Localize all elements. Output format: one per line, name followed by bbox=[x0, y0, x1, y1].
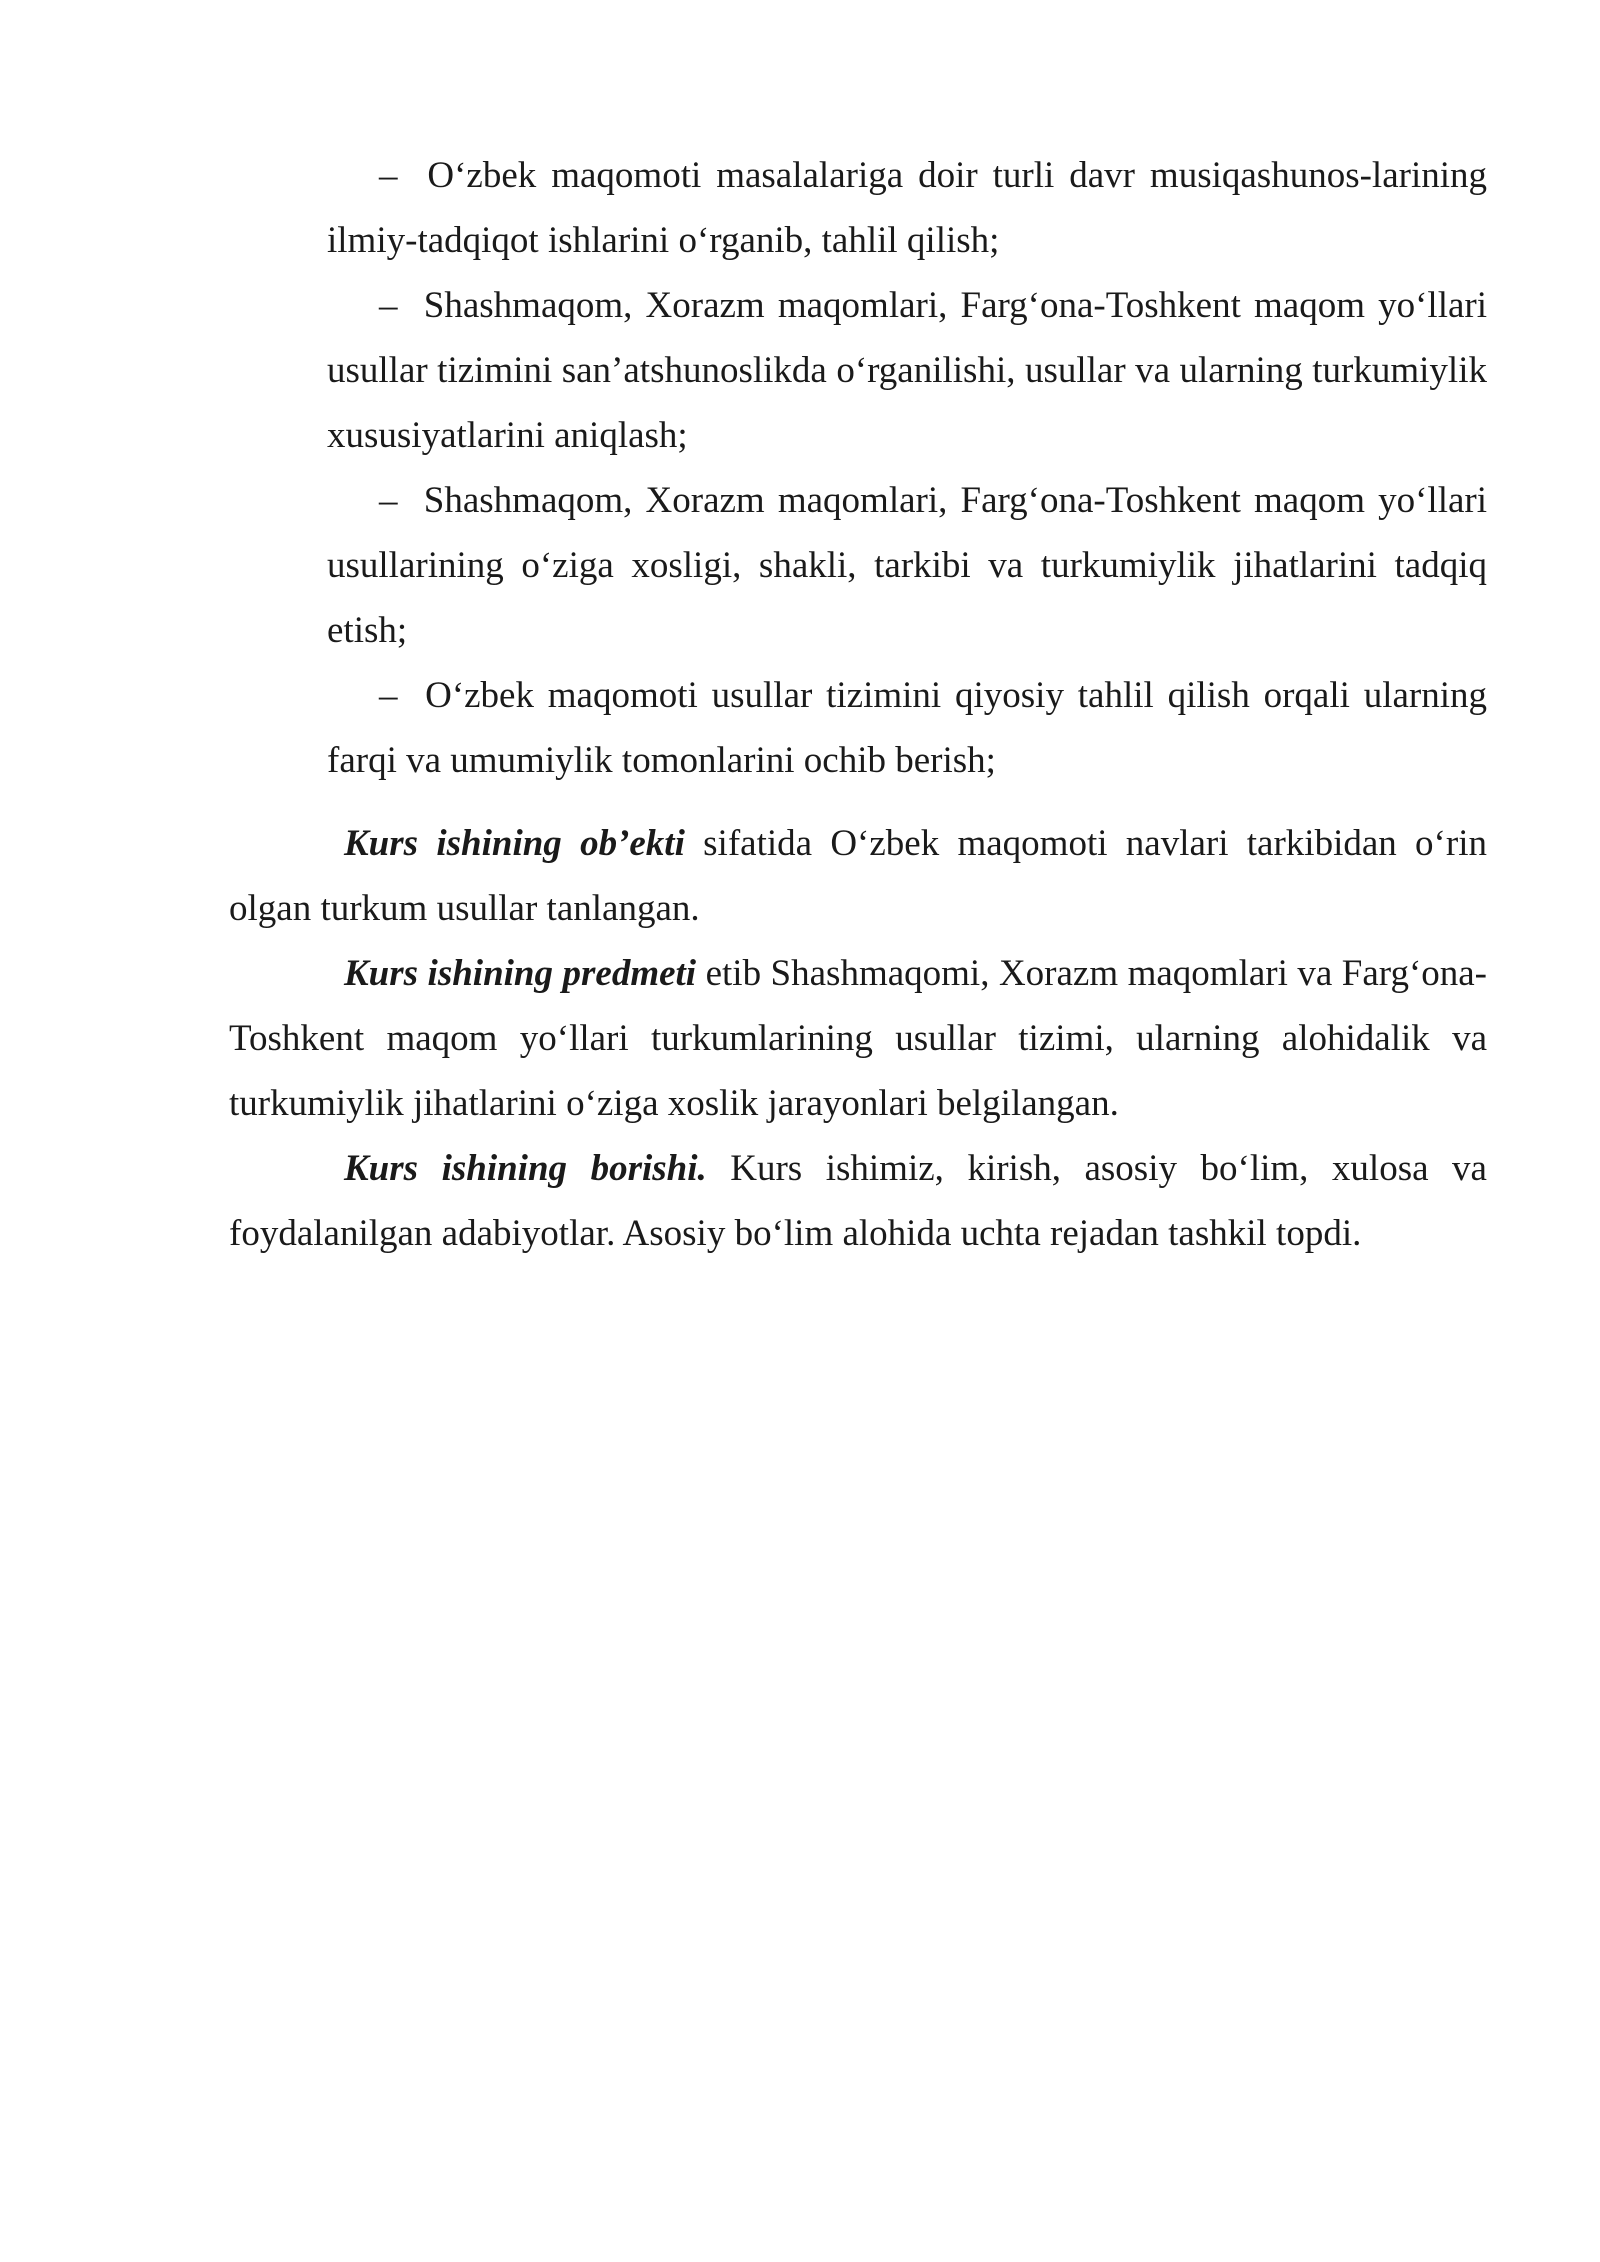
paragraph-lead: Kurs ishining borishi. bbox=[344, 1148, 707, 1189]
list-item-text: O‘zbek maqomoti masalalariga doir turli davr musiqashunos-larining ilmiy-tadqiqot ishlarini o‘rganib, tahlil qilish; bbox=[327, 155, 1488, 261]
paragraph-subject bbox=[229, 941, 1487, 1136]
list-dash: – bbox=[379, 480, 398, 521]
list-dash: – bbox=[379, 675, 398, 716]
list-dash: – bbox=[379, 285, 398, 326]
paragraph-object bbox=[229, 811, 1487, 941]
list-item bbox=[327, 468, 1487, 663]
paragraph-text: etib Shashmaqomi, Xorazm maqomlari va Farg‘ona-Toshkent maqom yo‘llari turkumlarining usullar tizimi, ularning alohidalik va turkumiylik jihatlarini o‘ziga xoslik jarayonlari belgilangan. bbox=[229, 953, 1488, 1124]
body-paragraphs bbox=[229, 811, 1487, 1266]
paragraph-text: Kurs ishimiz, kirish, asosiy bo‘lim, xulosa va foydalanilgan adabiyotlar. Asosiy bo‘lim alohida uchta rejadan tashkil topdi. bbox=[229, 1148, 1487, 1254]
list-item bbox=[327, 273, 1487, 468]
paragraph-structure bbox=[229, 1136, 1487, 1266]
paragraph-lead: Kurs ishining predmeti bbox=[344, 953, 697, 994]
list-item-text: Shashmaqom, Xorazm maqomlari, Farg‘ona-Toshkent maqom yo‘llari usullarining o‘ziga xosligi, shakli, tarkibi va turkumiylik jihatlarini tadqiq etish; bbox=[327, 480, 1488, 651]
list-item-text: O‘zbek maqomoti usullar tizimini qiyosiy tahlil qilish orqali ularning farqi va umumiylik tomonlarini ochib berish; bbox=[327, 675, 1488, 781]
paragraph-lead: Kurs ishining ob’ekti bbox=[344, 823, 685, 864]
paragraph-text: sifatida O‘zbek maqomoti navlari tarkibidan o‘rin olgan turkum usullar tanlangan. bbox=[229, 823, 1487, 929]
list-item-text: Shashmaqom, Xorazm maqomlari, Farg‘ona-Toshkent maqom yo‘llari usullar tizimini san’atshunoslikda o‘rganilishi, usullar va ularning turkumiylik xususiyatlarini aniqlash; bbox=[327, 285, 1488, 456]
list-item bbox=[327, 663, 1487, 793]
list-item bbox=[327, 143, 1487, 273]
objectives-list bbox=[327, 143, 1487, 793]
list-dash: – bbox=[379, 155, 398, 196]
